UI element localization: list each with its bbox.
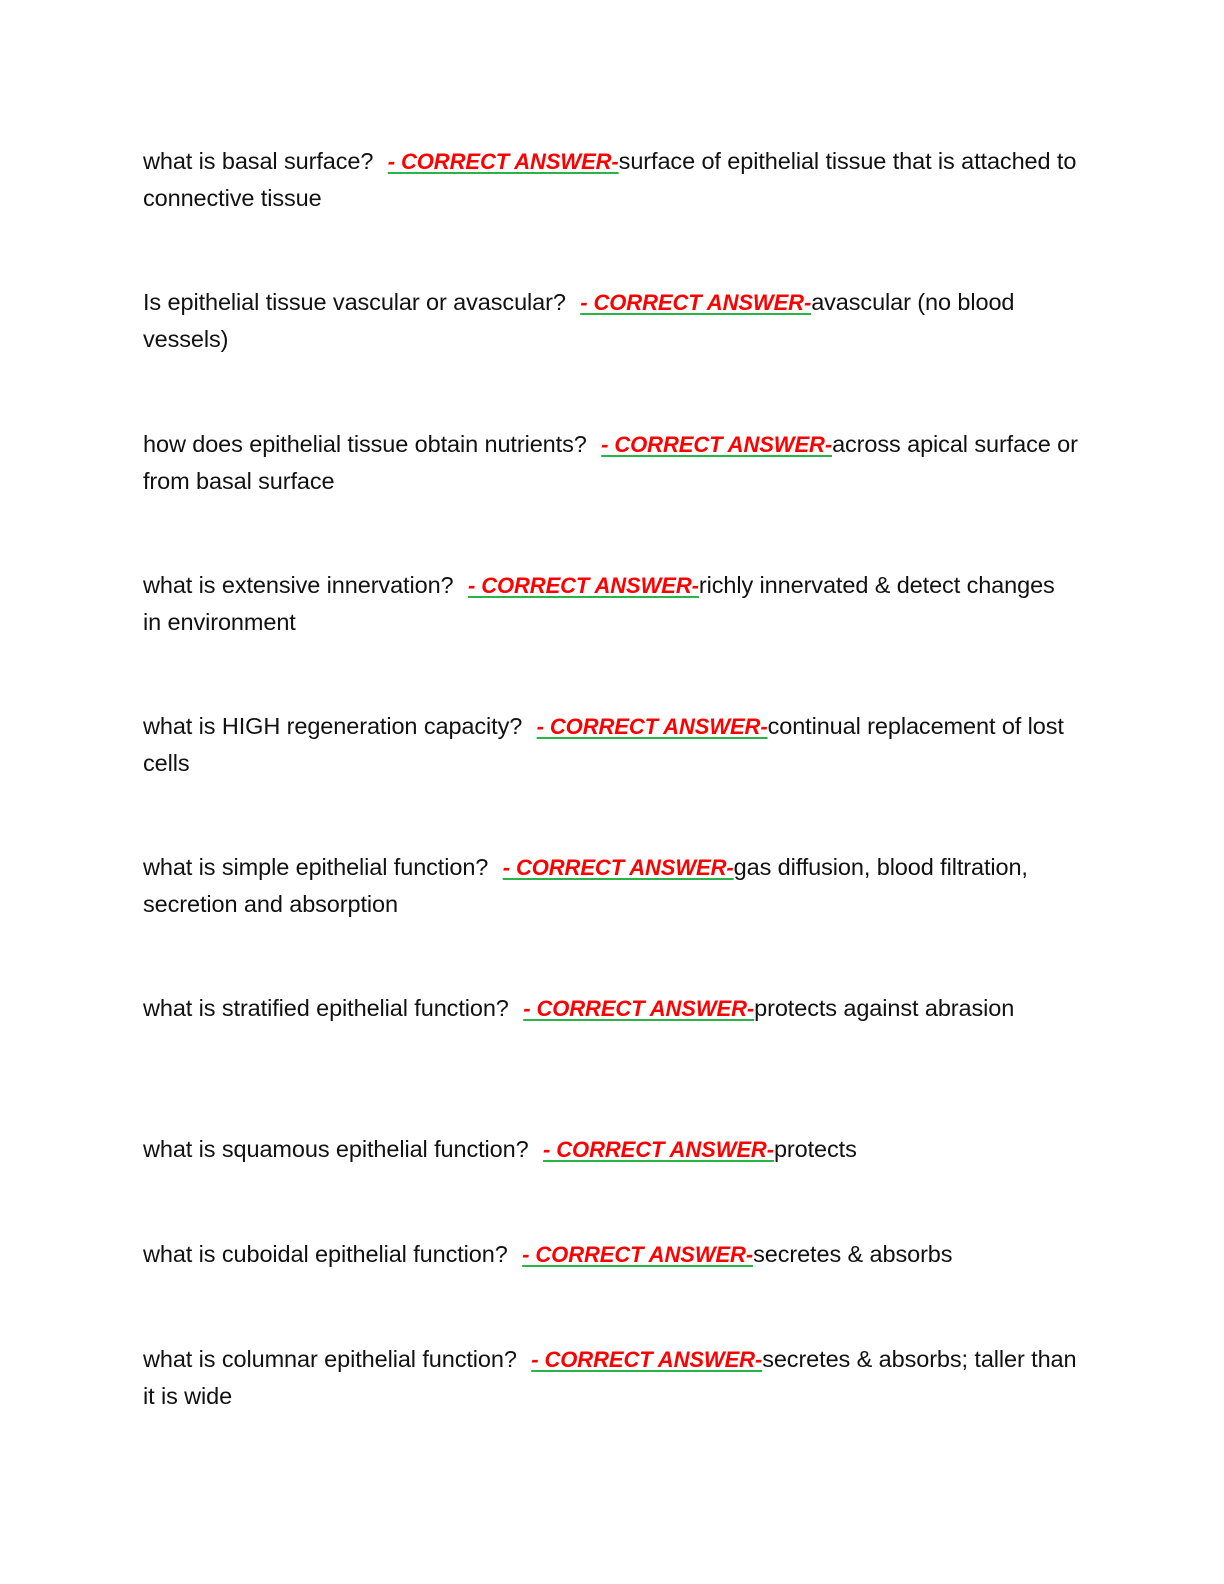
question-text: what is basal surface? xyxy=(143,148,374,174)
qa-item xyxy=(143,143,1078,217)
qa-item xyxy=(143,1341,1078,1415)
question-text: what is cuboidal epithelial function? xyxy=(143,1241,508,1267)
correct-answer-marker: - CORRECT ANSWER- xyxy=(502,855,734,880)
correct-answer-marker: - CORRECT ANSWER- xyxy=(580,290,812,315)
answer-text: gas diffusion, blood filtration, secretion and absorption xyxy=(143,854,1028,917)
question-text: what is columnar epithelial function? xyxy=(143,1346,517,1372)
question-text: how does epithelial tissue obtain nutrients? xyxy=(143,431,587,457)
correct-answer-marker: - CORRECT ANSWER- xyxy=(543,1137,774,1162)
correct-answer-marker: - CORRECT ANSWER- xyxy=(536,714,768,739)
answer-text: continual replacement of lost cells xyxy=(143,713,1064,776)
answer-text: across apical surface or from basal surface xyxy=(143,431,1078,494)
answer-text: richly innervated & detect changes in environment xyxy=(143,572,1055,635)
question-text: what is stratified epithelial function? xyxy=(143,995,509,1021)
answer-text: surface of epithelial tissue that is attached to connective tissue xyxy=(143,148,1077,211)
correct-answer-marker: - CORRECT ANSWER- xyxy=(601,432,833,457)
qa-item xyxy=(143,708,1078,782)
qa-item xyxy=(143,426,1078,500)
question-text: what is squamous epithelial function? xyxy=(143,1136,529,1162)
correct-answer-marker: - CORRECT ANSWER- xyxy=(523,996,755,1021)
correct-answer-marker: - CORRECT ANSWER- xyxy=(531,1347,763,1372)
qa-item xyxy=(143,284,1078,358)
question-text: what is extensive innervation? xyxy=(143,572,454,598)
answer-text: avascular (no blood vessels) xyxy=(143,289,1015,352)
answer-text: protects xyxy=(773,1136,857,1162)
question-text: what is simple epithelial function? xyxy=(143,854,489,880)
answer-text: secretes & absorbs xyxy=(753,1241,953,1267)
qa-item xyxy=(143,1131,1078,1168)
qa-item xyxy=(143,1236,1078,1273)
correct-answer-marker: - CORRECT ANSWER- xyxy=(387,149,619,174)
question-text: Is epithelial tissue vascular or avascular? xyxy=(143,289,566,315)
correct-answer-marker: - CORRECT ANSWER- xyxy=(522,1242,754,1267)
qa-item xyxy=(143,849,1078,923)
qa-item xyxy=(143,567,1078,641)
qa-item xyxy=(143,990,1078,1027)
correct-answer-marker: - CORRECT ANSWER- xyxy=(467,573,699,598)
answer-text: secretes & absorbs; taller than it is wide xyxy=(143,1346,1077,1409)
question-text: what is HIGH regeneration capacity? xyxy=(143,713,523,739)
answer-text: protects against abrasion xyxy=(754,995,1015,1021)
